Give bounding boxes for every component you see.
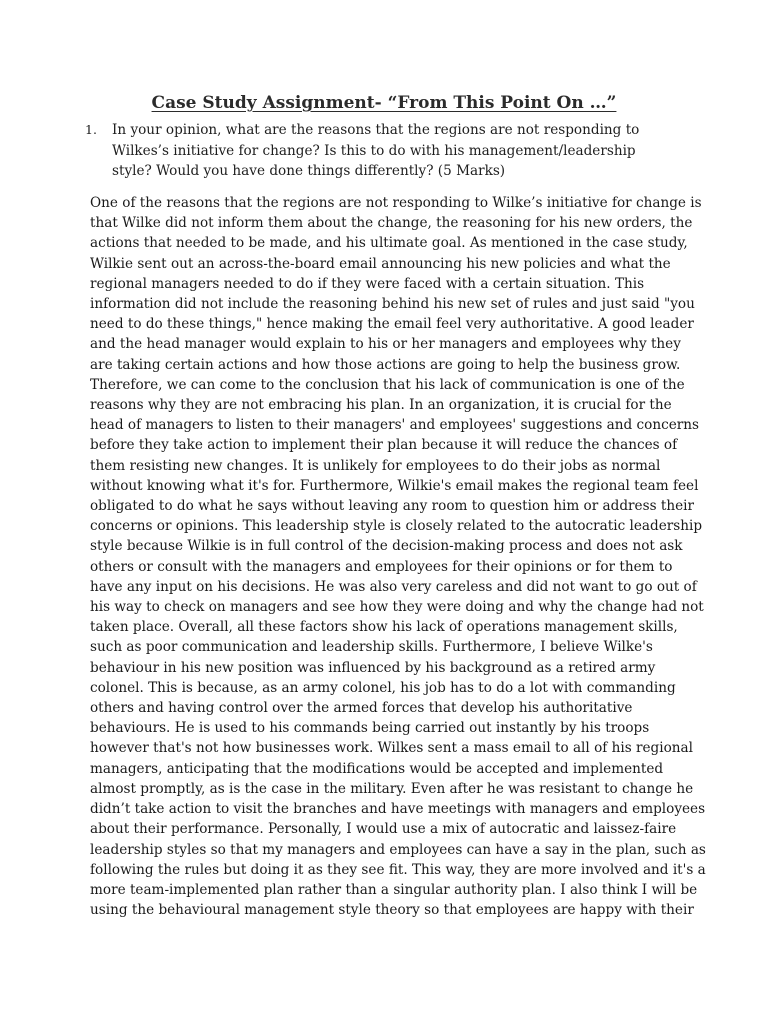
answer-line: and the head manager would explain to his or her managers and employees why they: [90, 336, 681, 353]
answer-line: without knowing what it's for. Furthermore, Wilkie's email makes the regional team feel: [90, 477, 699, 494]
answer-line: have any input on his decisions. He was also very careless and did not want to go out of: [90, 578, 697, 595]
answer-paragraph: [90, 193, 706, 920]
answer-line: style because Wilkie is in full control of the decision-making process and does not ask: [90, 538, 683, 555]
answer-line: reasons why they are not embracing his plan. In an organization, it is crucial for the: [90, 397, 672, 414]
answer-line: Therefore, we can come to the conclusion that his lack of communication is one of the: [90, 376, 685, 393]
answer-line: obligated to do what he says without leaving any room to question him or address their: [90, 498, 694, 515]
answer-line: using the behavioural management style theory so that employees are happy with their: [90, 902, 694, 919]
answer-line: leadership styles so that my managers and employees can have a say in the plan, such as: [90, 841, 706, 858]
question-line: style? Would you have done things differently? (5 Marks): [112, 163, 506, 179]
answer-line: actions that needed to be made, and his ultimate goal. As mentioned in the case study,: [90, 235, 688, 252]
question-line: In your opinion, what are the reasons that the regions are not responding to: [112, 122, 640, 138]
answer-line: head of managers to listen to their managers' and employees' suggestions and concerns: [90, 417, 699, 434]
answer-line: One of the reasons that the regions are not responding to Wilke’s initiative for change is: [90, 195, 702, 211]
answer-line: them resisting new changes. It is unlikely for employees to do their jobs as normal: [90, 457, 661, 474]
question-number: 1.: [85, 122, 97, 137]
document-title: Case Study Assignment- “From This Point On …”: [151, 93, 617, 113]
answer-line: about their performance. Personally, I would use a mix of autocratic and laissez-faire: [90, 821, 677, 838]
answer-line: almost promptly, as is the case in the military. Even after he was resistant to change he: [90, 780, 694, 797]
answer-line: colonel. This is because, as an army colonel, his job has to do a lot with commanding: [90, 679, 676, 696]
answer-line: regional managers needed to do if they were faced with a certain situation. This: [90, 275, 645, 292]
answer-line: behaviours. He is used to his commands being carried out instantly by his troops: [90, 720, 650, 737]
answer-line: Wilkie sent out an across-the-board email announcing his new policies and what the: [90, 255, 671, 272]
answer-line: others and having control over the armed forces that develop his authoritative: [90, 700, 633, 717]
answer-line: however that's not how businesses work. Wilkes sent a mass email to all of his regional: [90, 740, 693, 757]
answer-line: others or consult with the managers and employees for their opinions or for them to: [90, 558, 673, 575]
answer-line: more team-implemented plan rather than a singular authority plan. I also think I will be: [90, 881, 698, 898]
answer-line: concerns or opinions. This leadership style is closely related to the autocratic leadership: [90, 518, 703, 535]
answer-line: taken place. Overall, all these factors show his lack of operations management skills,: [90, 619, 678, 636]
answer-line: such as poor communication and leadership skills. Furthermore, I believe Wilke's: [90, 639, 653, 656]
answer-line: following the rules but doing it as they see fit. This way, they are more involved and it's a: [90, 861, 706, 878]
answer-line: didn’t take action to visit the branches and have meetings with managers and employees: [90, 801, 706, 818]
answer-line: need to do these things," hence making the email feel very authoritative. A good leader: [90, 316, 694, 333]
answer-line: managers, anticipating that the modifications would be accepted and implemented: [90, 760, 664, 777]
question-line: Wilkes’s initiative for change? Is this to do with his management/leadership: [112, 142, 636, 159]
answer-line: information did not include the reasoning behind his new set of rules and just said "you: [90, 296, 695, 313]
answer-line: his way to check on managers and see how they were doing and why the change had not: [90, 599, 704, 616]
answer-line: are taking certain actions and how those actions are going to help the business grow.: [90, 356, 681, 373]
answer-line: that Wilke did not inform them about the change, the reasoning for his new orders, the: [90, 215, 693, 232]
question-item: [85, 120, 652, 182]
answer-line: behaviour in his new position was influenced by his background as a retired army: [90, 659, 656, 676]
answer-line: before they take action to implement their plan because it will reduce the chances of: [90, 437, 678, 454]
